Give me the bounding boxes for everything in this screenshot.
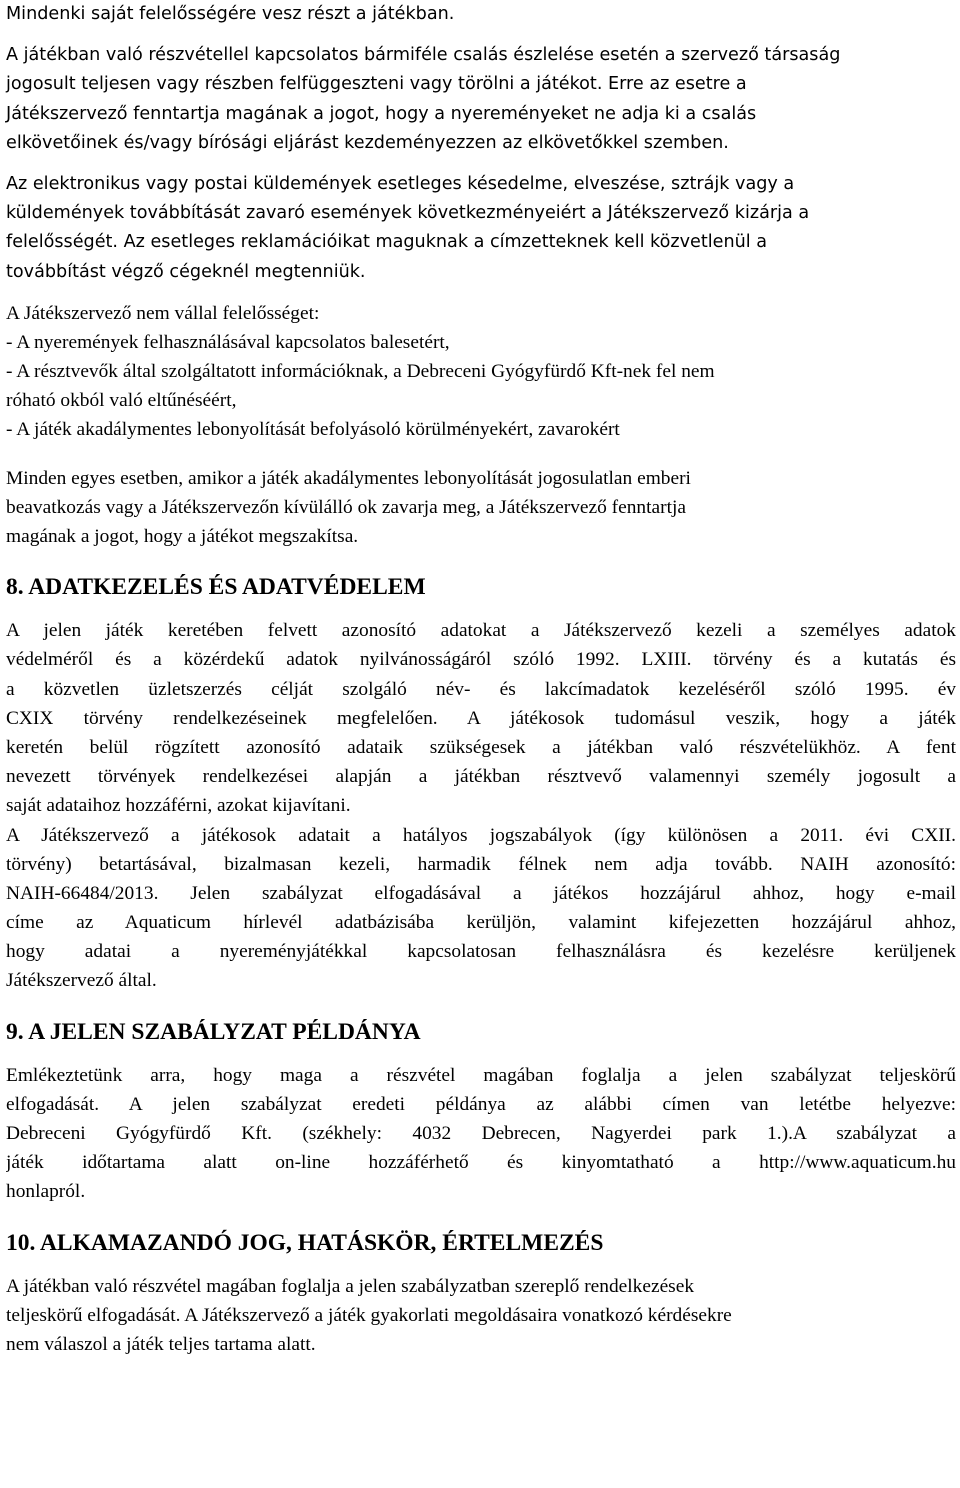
section-9-heading: 9. A JELEN SZABÁLYZAT PÉLDÁNYA — [6, 1018, 421, 1045]
text-line: Mindenki saját felelősségére vesz részt a játékban. — [6, 4, 455, 24]
text-line: CXIX törvény rendelkezéseinek megfelelően. A játékosok tudomásul veszik, hogy a játék — [6, 707, 956, 729]
paragraph-postal-delays — [6, 170, 956, 287]
text-line: Emlékeztetünk arra, hogy maga a részvétel magában foglalja a jelen szabályzat teljeskörű — [6, 1064, 956, 1086]
text-line: hogy adatai a nyereményjátékkal kapcsolatosan felhasználásra és kezelésre kerüljenek — [6, 941, 956, 963]
text-line: Játékszervező fenntartja magának a jogot, hogy a nyereményeket ne adja ki a csalás — [6, 103, 757, 124]
text-line: küldemények továbbítását zavaró események következményeiért a Játékszervező kizárja a — [6, 203, 810, 224]
text-line: A jelen játék keretében felvett azonosító adatokat a Játékszervező kezeli a személyes adatok — [6, 620, 956, 642]
text-line: továbbítást végző cégeknél megtenniük. — [6, 261, 366, 282]
paragraph-interruption — [6, 464, 956, 552]
text-line: A Játékszervező nem vállal felelősséget: — [6, 302, 320, 324]
text-line: beavatkozás vagy a Játékszervezőn kívülálló ok zavarja meg, a Játékszervező fenntartja — [6, 496, 686, 518]
section-8-body — [6, 616, 956, 995]
text-line: Az elektronikus vagy postai küldemények esetleges késedelme, elveszése, sztrájk vagy a — [6, 173, 795, 194]
text-line: NAIH-66484/2013. Jelen szabályzat elfogadásával a játékos hozzájárul ahhoz, hogy e-mail — [6, 882, 956, 904]
text-line: A játékban való részvétel magában foglalja a jelen szabályzatban szereplő rendelkezések — [6, 1275, 695, 1297]
text-line: felelősségét. Az esetleges reklamációikat maguknak a címzetteknek kell közvetlenül a — [6, 232, 768, 253]
text-line: elkövetőinek és/vagy bírósági eljárást kezdeményezzen az elkövetőkkel szemben. — [6, 132, 729, 153]
text-line: Minden egyes esetben, amikor a játék akadálymentes lebonyolítását jogosulatlan emberi — [6, 467, 691, 489]
document-page — [6, 0, 956, 1359]
list-item: - A nyeremények felhasználásával kapcsolatos balesetért, — [6, 331, 450, 353]
text-line: törvény) betartásával, bizalmasan kezeli, harmadik félnek nem adja tovább. NAIH azonosító: — [6, 853, 956, 875]
text-line: saját adataihoz hozzáférni, azokat kijavítani. — [6, 795, 351, 817]
section-10-heading: 10. ALKAMAZANDÓ JOG, HATÁSKÖR, ÉRTELMEZÉS — [6, 1229, 604, 1256]
list-item: - A résztvevők által szolgáltatott információknak, a Debreceni Gyógyfürdő Kft-nek fel nem — [6, 361, 715, 383]
text-line: keretén belül rögzített azonosító adataik szükségesek a játékban való részvételükhöz. A fent — [6, 736, 956, 758]
section-10-body — [6, 1272, 956, 1360]
text-line: a közvetlen üzletszerzés célját szolgáló név- és lakcímadatok kezeléséről szóló 1995. év — [6, 678, 956, 700]
text-line: nevezett törvények rendelkezései alapján a játékban résztvevő valamennyi személy jogosult a — [6, 766, 956, 788]
text-line: A játékban való részvétellel kapcsolatos bármiféle csalás észlelése esetén a szervező társaság — [6, 45, 841, 66]
paragraph-fraud — [6, 41, 956, 158]
text-line: jogosult teljesen vagy részben felfüggeszteni vagy törölni a játékot. Erre az esetre a — [6, 74, 747, 95]
text-line: Debreceni Gyógyfürdő Kft. (székhely: 4032 Debrecen, Nagyerdei park 1.).A szabályzat a — [6, 1123, 956, 1144]
text-line: védelméről és a közérdekű adatok nyilvánosságáról szóló 1992. LXIII. törvény és a kutatás és — [6, 649, 956, 671]
list-item-continuation: róható okból való eltűnéséért, — [6, 390, 237, 412]
text-line: Játékszervező által. — [6, 970, 157, 992]
list-item: - A játék akadálymentes lebonyolítását befolyásoló körülményekért, zavarokért — [6, 419, 620, 441]
text-line: játék időtartama alatt on-line hozzáférhető és kinyomtatható a http://www.aquaticum.hu — [6, 1152, 956, 1174]
text-line: nem válaszol a játék teljes tartama alatt. — [6, 1333, 316, 1355]
paragraph-liability-exclusions — [6, 299, 956, 445]
text-line: elfogadását. A jelen szabályzat eredeti példánya az alábbi címen van letétbe helyezve: — [6, 1093, 956, 1115]
text-line: A Játékszervező a játékosok adatait a hatályos jogszabályok (így különösen a 2011. évi CXII. — [6, 824, 956, 846]
text-line: honlapról. — [6, 1181, 86, 1203]
text-line: teljeskörű elfogadását. A Játékszervező a játék gyakorlati megoldásaira vonatkozó kérdésekre — [6, 1304, 732, 1326]
text-line: magának a jogot, hogy a játékot megszakítsa. — [6, 526, 359, 547]
paragraph-own-responsibility — [6, 0, 956, 29]
text-line: címe az Aquaticum hírlevél adatbázisába kerüljön, valamint kifejezetten hozzájárul ahhoz, — [6, 912, 956, 934]
section-9-body — [6, 1061, 956, 1207]
section-8-heading: 8. ADATKEZELÉS ÉS ADATVÉDELEM — [6, 574, 426, 601]
